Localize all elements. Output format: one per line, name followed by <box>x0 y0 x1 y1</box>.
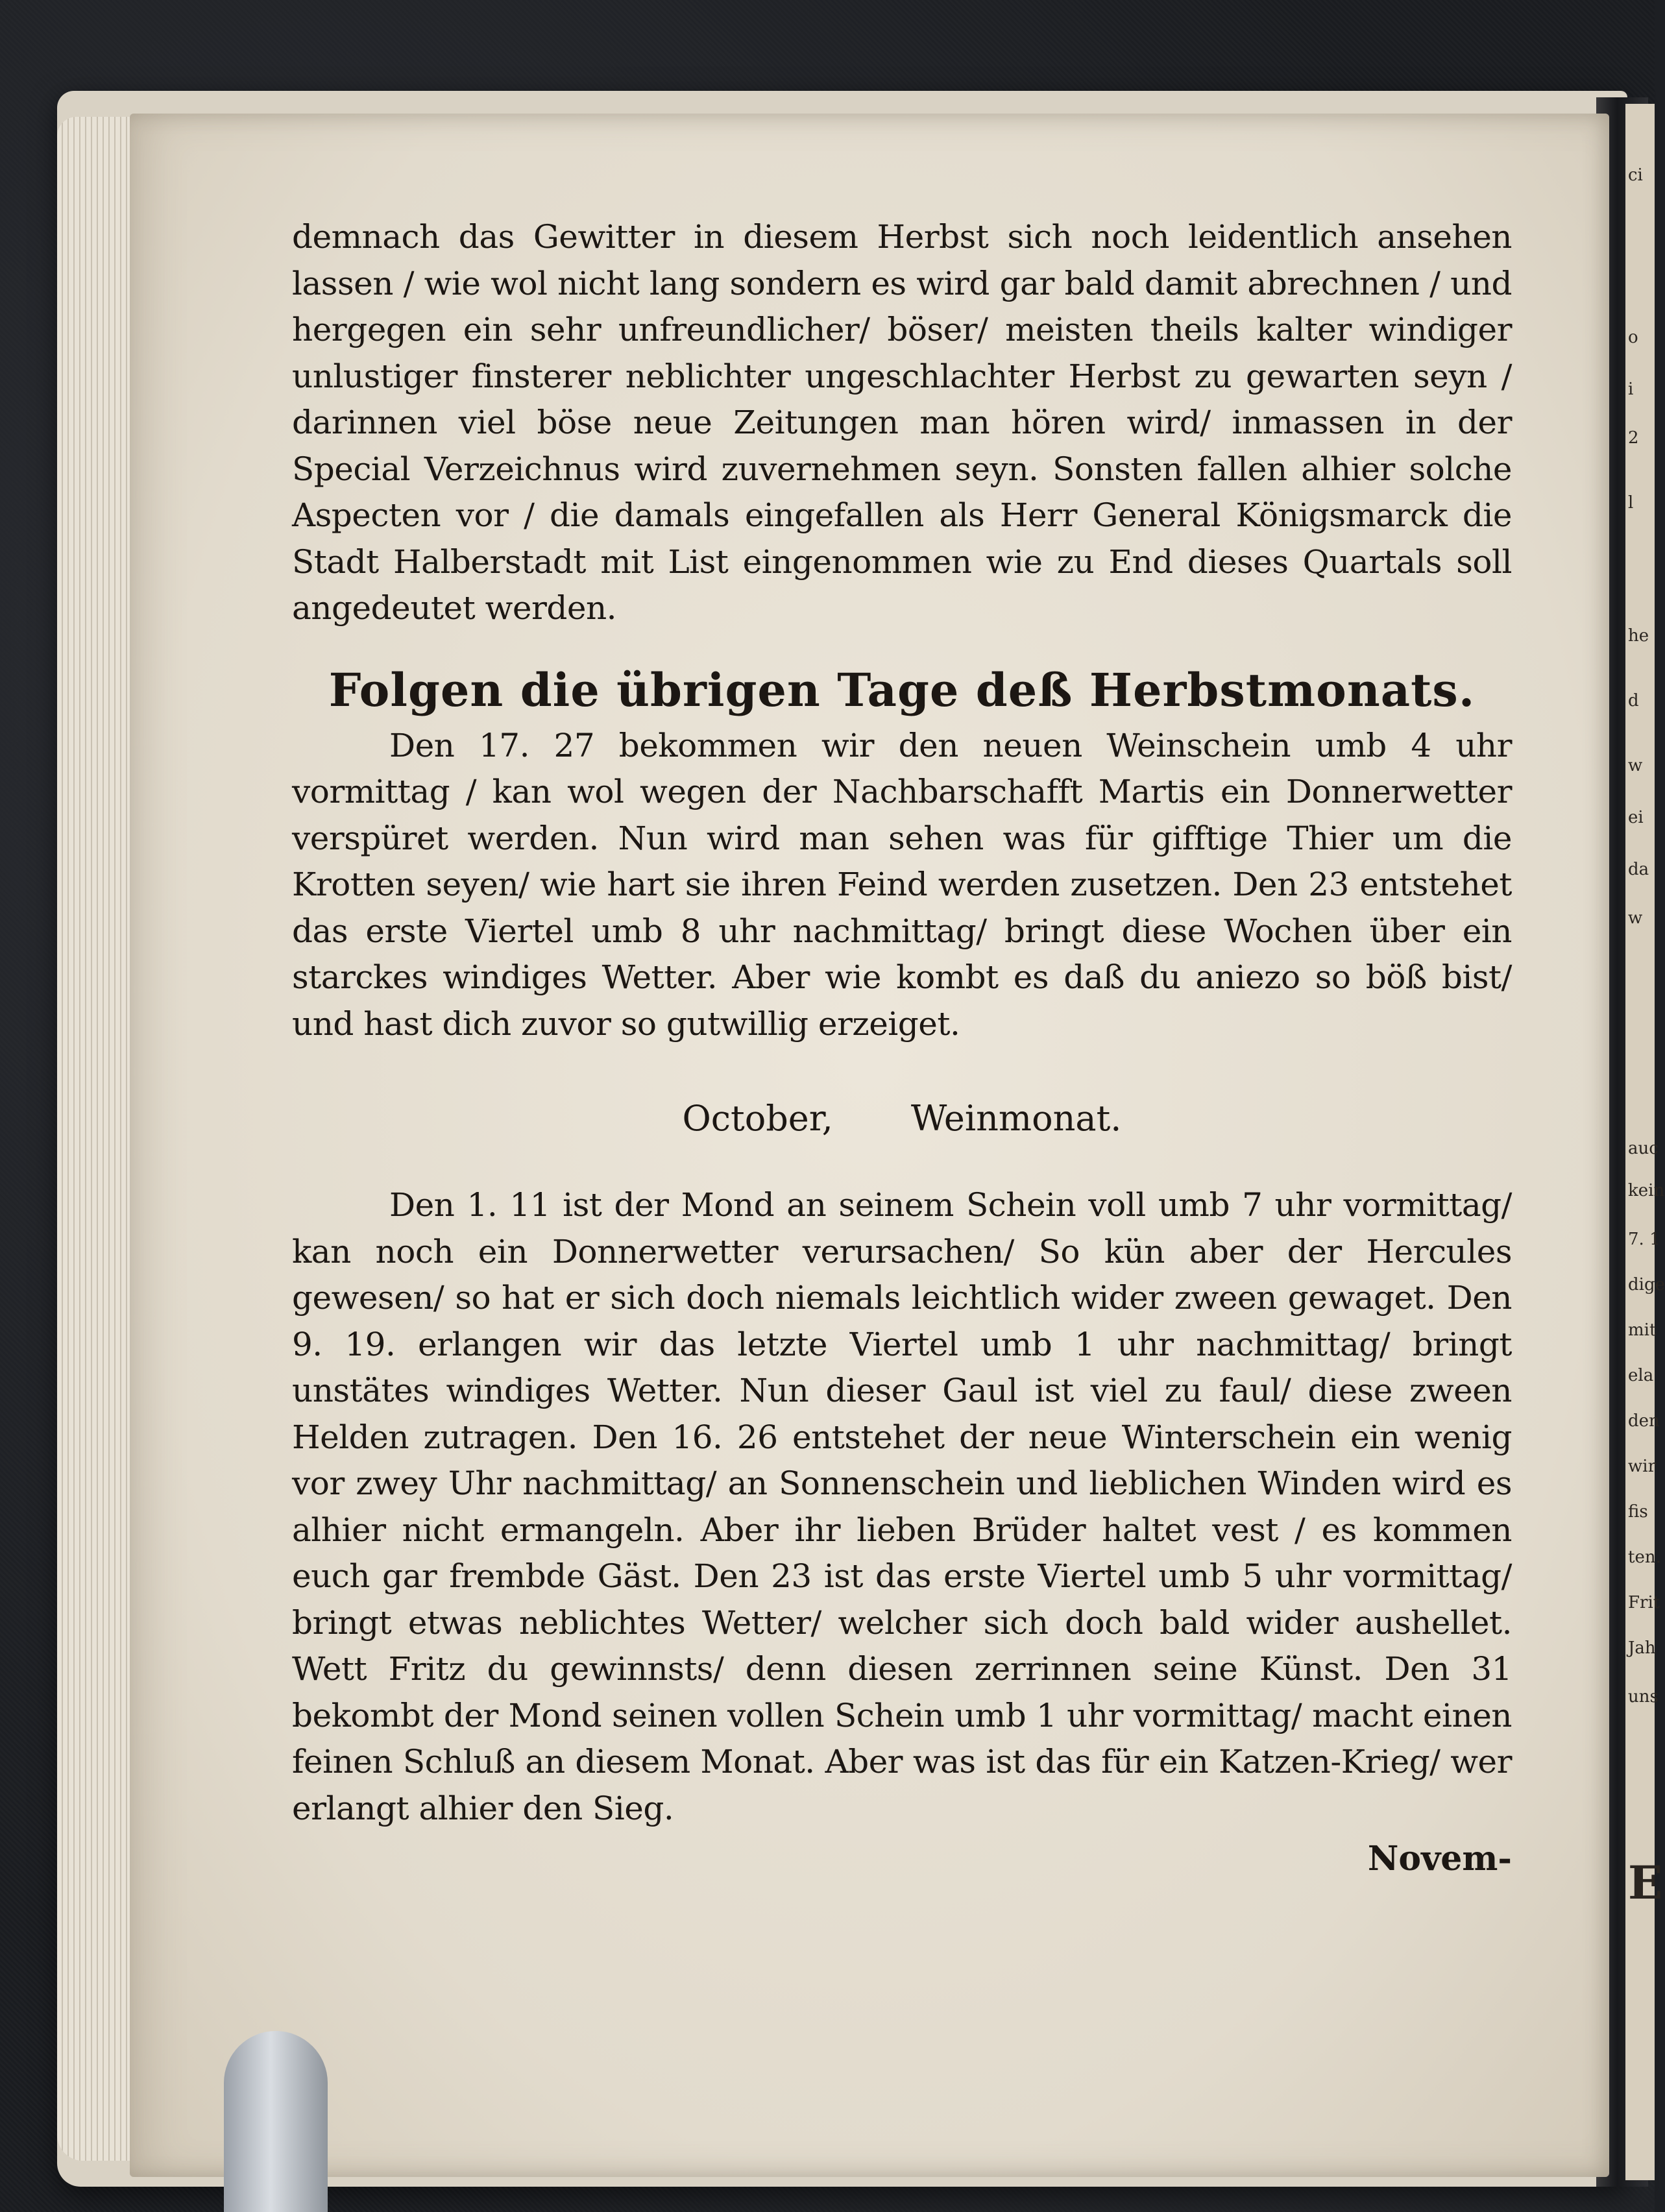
adjacent-fragment: Jah <box>1628 1638 1656 1658</box>
page-holder-clip <box>224 2031 328 2212</box>
paragraph-herbstmonat: Den 17. 27 bekommen wir den neuen Weinschein umb 4 uhr vormittag / kan wol wegen der Nachbarschafft Martis ein Donnerwetter verspüret werden. Nun wird man sehen was für gifftige Thier um die Krotten seyen/ wie hart sie ihren Feind werden zusetzen. Den 23 entstehet das erste Viertel umb 8 uhr nachmittag/ bringt diese Wochen über ein starckes windiges Wetter. Aber wie kombt es daß du aniezo so böß bist/ und hast dich zuvor so gutwillig erzeiget. <box>292 726 1512 1043</box>
page-edges <box>57 117 135 2161</box>
adjacent-fragment: d <box>1628 691 1639 711</box>
month-heading <box>292 1093 1512 1145</box>
adjacent-fragment: dige <box>1628 1275 1665 1294</box>
adjacent-fragment: kein <box>1628 1181 1665 1200</box>
adjacent-fragment: wir <box>1628 1457 1656 1476</box>
paragraph-october: Den 1. 11 ist der Mond an seinem Schein voll umb 7 uhr vormittag/ kan noch ein Donnerwetter verursachen/ So kün aber der Hercules gewesen/ so hat er sich doch niemals leichtlich wider zween gewaget. Den 9. 19. erlangen wir das letzte Viertel umb 1 uhr nachmittag/ bringt unstätes windiges Wetter. Nun dieser Gaul ist viel zu faul/ diese zween Helden zutragen. Den 16. 26 entstehet der neue Winterschein ein wenig vor zwey Uhr nachmittag/ an Sonnenschein und lieblichen Winden wird es alhier nicht ermangeln. Aber ihr lieben Brüder haltet vest / es kommen euch gar frembde Gäst. Den 23 ist das erste Viertel umb 5 uhr vormittag/ bringt etwas neblichtes Wetter/ welcher sich doch bald wider aushellet. Wett Fritz du gewinnsts/ denn diesen zerrinnen seine Künst. Den 31 bekombt der Mond seinen vollen Schein umb 1 uhr vormittag/ macht einen feinen Schluß an diesem Monat. Aber was ist das für ein Katzen-Krieg/ wer erlangt alhier den Sieg. <box>292 1186 1512 1827</box>
page-text <box>292 214 1512 1885</box>
section-heading: Folgen die übrigen Tage deß Herbstmonats. <box>328 662 1476 717</box>
adjacent-fragment: o <box>1628 328 1638 347</box>
adjacent-fragment: ten. <box>1628 1548 1661 1567</box>
adjacent-fragment: ei <box>1628 808 1644 827</box>
adjacent-page-edge <box>1625 104 1665 2180</box>
adjacent-fragment: Frit <box>1628 1593 1660 1612</box>
adjacent-fragment: 7. 1 <box>1628 1230 1660 1249</box>
adjacent-fragment: ci <box>1628 165 1643 185</box>
adjacent-fragment: mit <box>1628 1320 1657 1340</box>
month-title: October, <box>682 1098 833 1139</box>
adjacent-fragment: i <box>1628 380 1634 399</box>
adjacent-fragment: fis <box>1628 1502 1648 1522</box>
adjacent-fragment: 2 <box>1628 428 1639 448</box>
adjacent-fragment: uns <box>1628 1687 1659 1707</box>
adjacent-fragment: w <box>1628 756 1643 775</box>
adjacent-fragment: w <box>1628 908 1643 928</box>
paragraph-intro: demnach das Gewitter in diesem Herbst sich noch leidentlich ansehen lassen / wie wol nicht lang sondern es wird gar bald damit abrechnen / und hergegen ein sehr unfreundlicher/ böser/ meisten theils kalter windiger unlustiger finsterer neblichter ungeschlachter Herbst zu gewarten seyn / darinnen viel böse neue Zeitungen man hören wird/ inmassen in der Special Verzeichnus wird zuvernehmen seyn. Sonsten fallen alhier solche Aspecten vor / die damals eingefallen als Herr General Königsmarck die Stadt Halberstadt mit List eingenommen wie zu End dieses Quartals soll angedeutet werden. <box>292 218 1512 627</box>
adjacent-fragment: l <box>1628 493 1634 513</box>
catchword: Novem- <box>1367 1839 1512 1878</box>
adjacent-fragment: ela <box>1628 1366 1654 1385</box>
adjacent-fragment: he <box>1628 626 1649 646</box>
adjacent-fragment: auc <box>1628 1139 1659 1158</box>
adjacent-fragment: den <box>1628 1411 1660 1431</box>
adjacent-fragment: da <box>1628 860 1649 879</box>
month-name: Weinmonat. <box>910 1098 1122 1139</box>
adjacent-fragment: E <box>1628 1856 1663 1910</box>
